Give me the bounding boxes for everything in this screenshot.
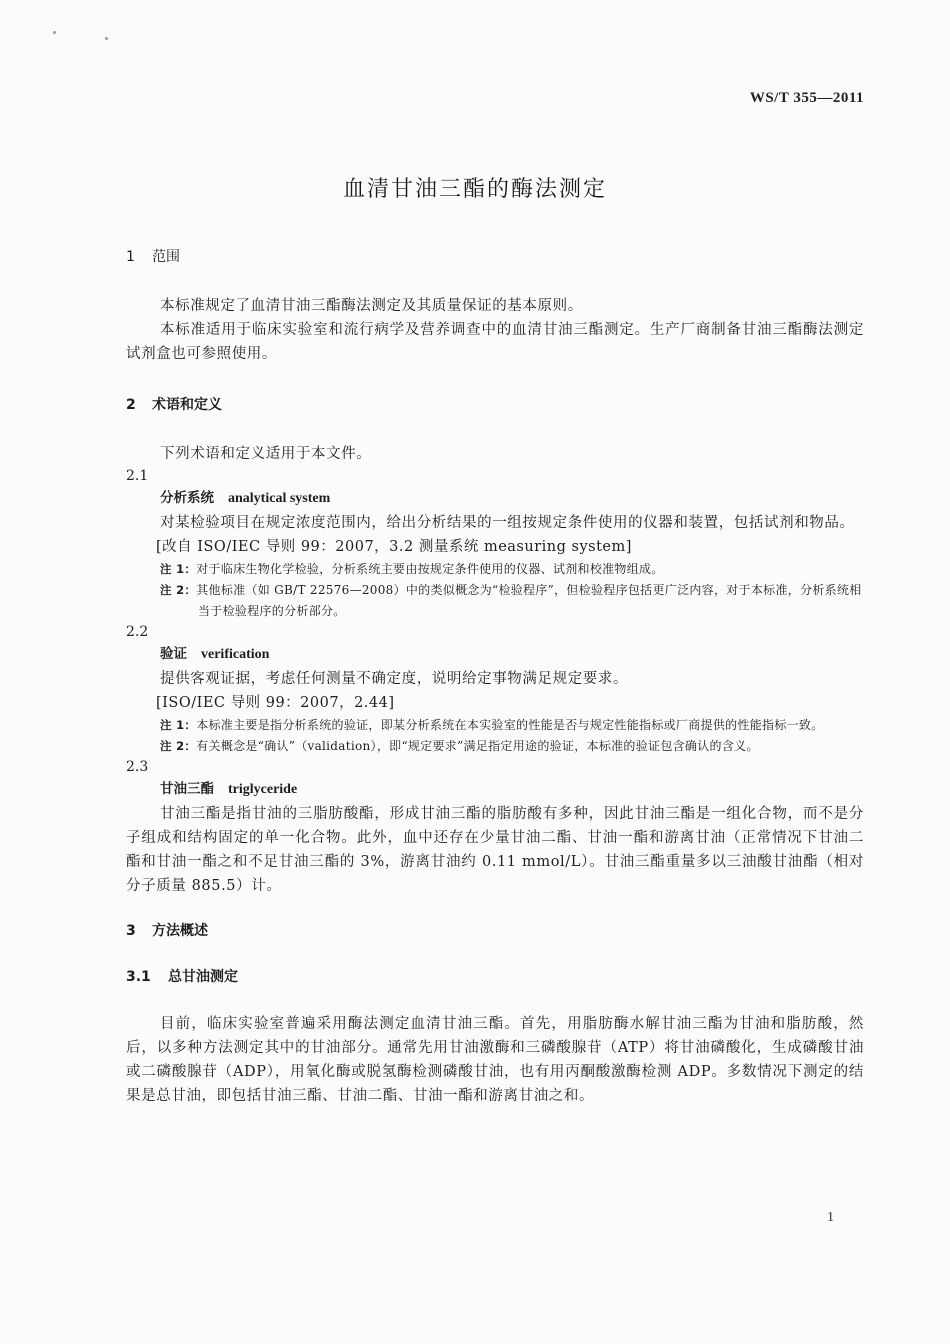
note-text: 其他标准（如 GB/T 22576—2008）中的类似概念为“检验程序”，但检验程序包括更广泛内容，对于本标准，分析系统相当于检验程序的分析部分。 xyxy=(196,583,862,618)
section-title: 术语和定义 xyxy=(152,397,222,413)
subsection-title: 总甘油测定 xyxy=(168,969,238,985)
term-cn: 验证 xyxy=(160,646,187,662)
note-label: 注 1： xyxy=(160,562,197,576)
term-cn: 甘油三酯 xyxy=(160,781,214,797)
section-number: 3 xyxy=(126,923,136,939)
reference: [改自 ISO/IEC 导则 99：2007，3.2 测量系统 measuring system] xyxy=(156,539,632,555)
paragraph: 本标准适用于临床实验室和流行病学及营养调查中的血清甘油三酯测定。生产厂商制备甘油三酯酶法测定试剂盒也可参照使用。 xyxy=(126,322,864,362)
paragraph: 目前，临床实验室普遍采用酶法测定血清甘油三酯。首先，用脂肪酶水解甘油三酯为甘油和脂肪酸，然后，以多种方法测定其中的甘油部分。通常先用甘油激酶和三磷酸腺苷（ATP）将甘油磷酸化，生成磷酸甘油或二磷酸腺苷（ADP），用氧化酶或脱氢酶检测磷酸甘油，也有用丙酮酸激酶检测 ADP。多数情况下测定的结果是总甘油，即包括甘油三酯、甘油二酯、甘油一酯和游离甘油之和。 xyxy=(126,1016,864,1104)
note xyxy=(160,559,864,580)
section-heading xyxy=(126,394,864,416)
note-label: 注 1： xyxy=(160,718,197,732)
term-entry xyxy=(160,642,864,667)
section-heading xyxy=(126,246,864,268)
reference: [ISO/IEC 导则 99：2007，2.44] xyxy=(156,695,395,711)
definition: 甘油三酯是指甘油的三脂肪酸酯，形成甘油三酯的脂肪酸有多种，因此甘油三酯是一组化合物，而不是分子组成和结构固定的单一化合物。此外，血中还存在少量甘油二酯、甘油一酯和游离甘油（正常情况下甘油二酯和甘油一酯之和不足甘油三酯的 3%，游离甘油约 0.11 mmol/L）。甘油三酯重量多以三油酸甘油酯（相对分子质量 885.5）计。 xyxy=(126,806,864,894)
term-entry xyxy=(160,486,864,511)
note-text: 本标准主要是指分析系统的验证，即某分析系统在本实验室的性能是否与规定性能指标或厂商提供的性能指标一致。 xyxy=(196,718,824,732)
term-en: analytical system xyxy=(228,491,331,506)
subsection-heading xyxy=(126,966,864,988)
clause-number: 2.3 xyxy=(126,759,149,775)
term-cn: 分析系统 xyxy=(160,490,214,506)
scan-speck xyxy=(53,31,56,34)
note-text: 有关概念是“确认”（validation），即“规定要求”满足指定用途的验证，本标准的验证包含确认的含义。 xyxy=(196,739,759,753)
section-number: 2 xyxy=(126,397,136,413)
definition: 对某检验项目在规定浓度范围内，给出分析结果的一组按规定条件使用的仪器和装置，包括试剂和物品。 xyxy=(160,515,855,531)
page-number: 1 xyxy=(827,1210,834,1225)
subsection-number: 3.1 xyxy=(126,969,151,985)
document-title: 血清甘油三酯的酶法测定 xyxy=(342,177,607,202)
clause-number: 2.2 xyxy=(126,624,149,640)
note xyxy=(160,715,864,736)
note-label: 注 2： xyxy=(160,583,197,597)
note xyxy=(160,580,864,622)
note xyxy=(160,736,864,757)
term-en: verification xyxy=(201,647,270,662)
standard-code: WS/T 355—2011 xyxy=(749,90,864,106)
section-title: 方法概述 xyxy=(152,923,208,939)
clause-number: 2.1 xyxy=(126,468,149,484)
section-heading xyxy=(126,920,864,942)
term-en: triglyceride xyxy=(228,782,298,797)
section-title: 范围 xyxy=(152,249,180,265)
scan-speck xyxy=(105,37,108,40)
note-label: 注 2： xyxy=(160,739,197,753)
paragraph: 下列术语和定义适用于本文件。 xyxy=(160,446,372,462)
section-number: 1 xyxy=(126,249,135,265)
term-entry xyxy=(160,777,864,802)
note-text: 对于临床生物化学检验，分析系统主要由按规定条件使用的仪器、试剂和校准物组成。 xyxy=(196,562,664,576)
paragraph: 本标准规定了血清甘油三酯酶法测定及其质量保证的基本原则。 xyxy=(160,298,583,314)
document-body xyxy=(126,246,864,1108)
definition: 提供客观证据，考虑任何测量不确定度，说明给定事物满足规定要求。 xyxy=(160,671,629,687)
